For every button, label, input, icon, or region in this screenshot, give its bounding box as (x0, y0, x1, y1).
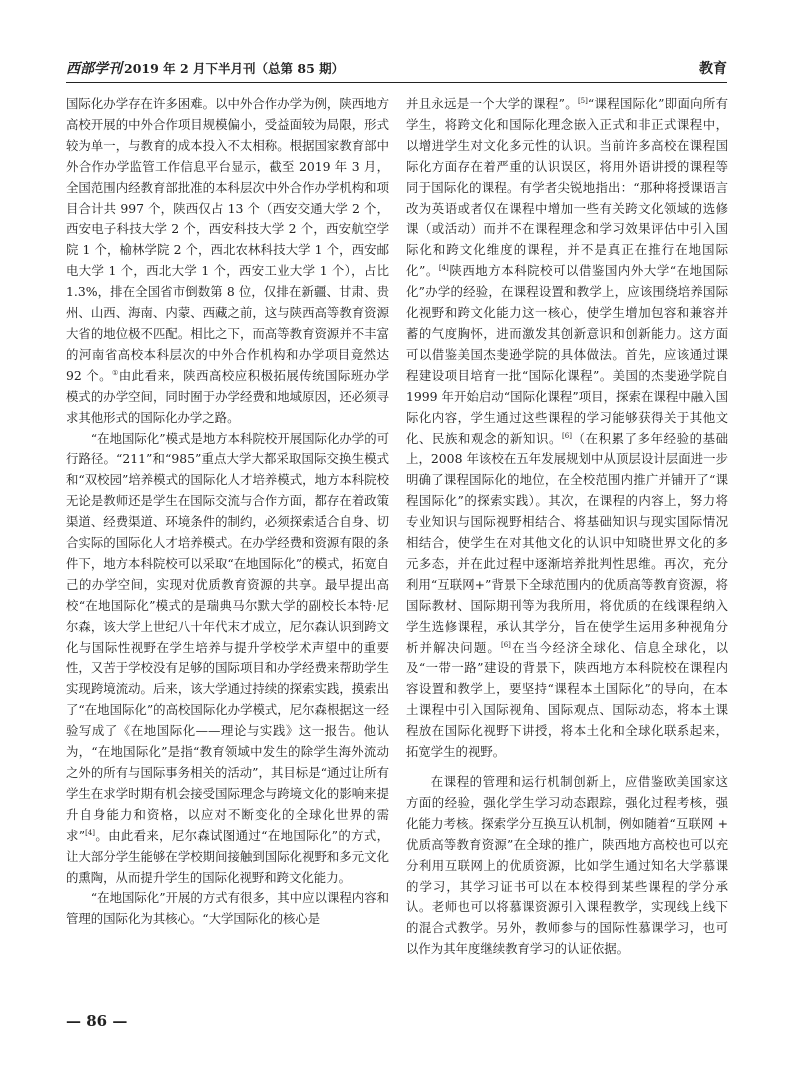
section-label: 教育 (699, 61, 727, 77)
paragraph-text: 。由此看来，尼尔森试图通过“在地国际化”的方式，让大部分学生能够在学校期间接触到国际化视野和多元文化的熏陶，从而提升学生的国际化视野和跨文化能力。 (66, 827, 389, 885)
citation-marker: [5] (577, 96, 588, 105)
citation-marker: [6] (562, 431, 572, 440)
footnote-marker: ① (112, 368, 119, 377)
right-column (406, 94, 728, 960)
journal-header (66, 58, 344, 78)
issue-info: 2019 年 2 月下半月刊（总第 85 期） (124, 61, 345, 76)
page-number: — 86 — (66, 1012, 128, 1030)
paragraph: “在地国际化”开展的方式有很多，其中应以课程内容和管理的国际化为其核心。“大学国际化的核心是 (66, 890, 389, 927)
paragraph-text: （在积累了多年经验的基础上，2008 年该校在五年发展规划中从顶层设计层面进一步明确了课程国际化的地位，在全校范围内推广并铺开了“课程国际化”的探索实践）。其次，在课程的内容上，努力将专业知识与国际视野相结合、将基础知识与现实国际情况相结合，使学生在对其他文化的认识中知晓世界文化的多元多态，并在此过程中逐渐培养批判性思维。再次，充分利用“互联网+”背景下全球范围内的优质高等教育资源，将国际教材、国际期刊等为我所用，将优质的在线课程纳入学生选修课程，承认其学分，旨在使学生运用多种视角分析并解决问题。 (406, 430, 729, 655)
paragraph-text: “课程国际化”即面向所有学生，将跨文化和国际化理念嵌入正式和非正式课程中，以增进学生对文化多元性的认识。当前许多高校在课程国际化方面存在着严重的认识误区，将用外语讲授的课程等同于国际化的课程。有学者尖锐地指出：“那种将授课语言改为英语或者仅在课程中增加一些有关跨文化领域的选修课（或活动）而并不在课程理念和学习效果评估中引入国际化和跨文化维度的课程，并不是真正在推行在地国际化”。 (406, 96, 728, 279)
journal-logo: 西部学刊 (66, 61, 122, 77)
paragraph-text: 由此看来，陕西高校应积极拓展传统国际班办学模式的办学空间，同时囿于办学经费和地域原因，还必须寻求其他形式的国际化办学之路。 (66, 367, 389, 425)
paragraph-text: 国际化办学存在许多困难。以中外合作办学为例，陕西地方高校开展的中外合作项目规模偏小，受益面较为局限，形式较为单一，与教育的成本投入不太相称。根据国家教育部中外合作办学监管工作信息平台显示，截至 2019 年 3 月，全国范围内经教育部批准的本科层次中外合作办学机构和项目合计共 997 个，陕西仅占 13 个（西安交通大学 2 个，西安电子科技大学 2 个，西安科技大学 2 个，西安航空学院 1 个，榆林学院 2 个，西北农林科技大学 1 个，西安邮电大学 1 个，西北大学 1 个，西安工业大学 1 个），占比 1.3%，排在全国省市倒数第 8 位，仅排在新疆、甘肃、贵州、山西、海南、内蒙、西藏之前，这与陕西高等教育资源大省的地位极不匹配。相比之下，而高等教育资源并不丰富的河南省高校本科层次的中外合作机构和办学项目竟然达 92 个。 (66, 96, 389, 383)
left-column (66, 94, 389, 930)
citation-marker: [4] (438, 264, 449, 273)
citation-marker: [6] (500, 640, 511, 649)
page-header (66, 58, 727, 80)
paragraph (66, 94, 389, 429)
paragraph-text: “在地国际化”模式是地方本科院校开展国际化办学的可行路径。“211”和“985”重点大学大都采取国际交换生模式和“双校园”培养模式的国际化人才培养模式，地方本科院校无论是教师还是学生在国际交流与合作方面，都存在着政策渠道、经费渠道、环境条件的制约，必须探索适合自身、切合实际的国际化人才培养模式。在办学经费和资源有限的条件下，地方本科院校可以采取“在地国际化”的模式，拓宽自己的办学空间，实现对优质教育资源的共享。最早提出高校“在地国际化”模式的是瑞典马尔默大学的副校长本特·尼尔森，该大学上世纪八十年代末才成立，尼尔森认识到跨文化与国际性视野在学生培养与提升学校学术声望中的重要性，又苦于学校没有足够的国际项目和办学经费来帮助学生实现跨境流动。后来，该大学通过持续的探索实践，摸索出了“在地国际化”的高校国际化办学模式，尼尔森根据这一经验写成了《在地国际化——理论与实践》这一报告。他认为，“在地国际化”是指“教育领域中发生的除学生海外流动之外的所有与国际事务相关的活动”，其目标是“通过让所有学生在求学时期有机会接受国际理念与跨境文化的影响来提升自身能力和资格，以应对不断变化的全球化世界的需求” (66, 430, 389, 843)
paragraph (66, 429, 389, 889)
paragraph-text: 在当今经济全球化、信息全球化，以及“一带一路”建设的背景下，陕西地方本科院校在课程内容设置和教学上，要坚持“课程本土国际化”的导向，在本土课程中引入国际视角、国际观点、国际动态，将本土课程放在国际化视野下讲授，将本土化和全球化联系起来，拓宽学生的视野。 (406, 639, 729, 760)
paragraph-text: 并且永远是一个大学的课程”。 (406, 96, 578, 111)
paragraph (406, 94, 728, 763)
paragraph: 在课程的管理和运行机制创新上，应借鉴欧美国家这方面的经验，强化学生学习动态跟踪，强化过程考核，强化能力考核。探索学分互换互认机制，例如随着“互联网 + 优质高等教育资源”在全球的推广，陕西地方高校也可以充分利用互联网上的优质资源，比如学生通过知名大学慕课的学习，其学习证书可以在本校得到某些课程的学分承认。老师也可以将慕课资源引入课程教学，实现线上线下的混合式教学。另外，教师参与的国际性慕课学习，也可以作为其年度继续教育学习的认证依据。 (406, 774, 728, 957)
citation-marker: [4] (85, 828, 96, 837)
paragraph-text: 陕西地方本科院校可以借鉴国内外大学“在地国际化”办学的经验，在课程设置和教学上，应该围绕培养国际化视野和跨文化能力这一核心，使学生增加包容和兼容并蓄的气度胸怀，进而激发其创新意识和创新能力。这方面可以借鉴美国杰斐逊学院的具体做法。首先，应该通过课程建设项目培育一批“国际化课程”。美国的杰斐逊学院自 1999 年开始启动“国际化课程”项目，探索在课程中融入国际化内容，学生通过这些课程的学习能够获得关于其他文化、民族和观念的新知识。 (406, 263, 728, 446)
header-divider (66, 82, 727, 83)
